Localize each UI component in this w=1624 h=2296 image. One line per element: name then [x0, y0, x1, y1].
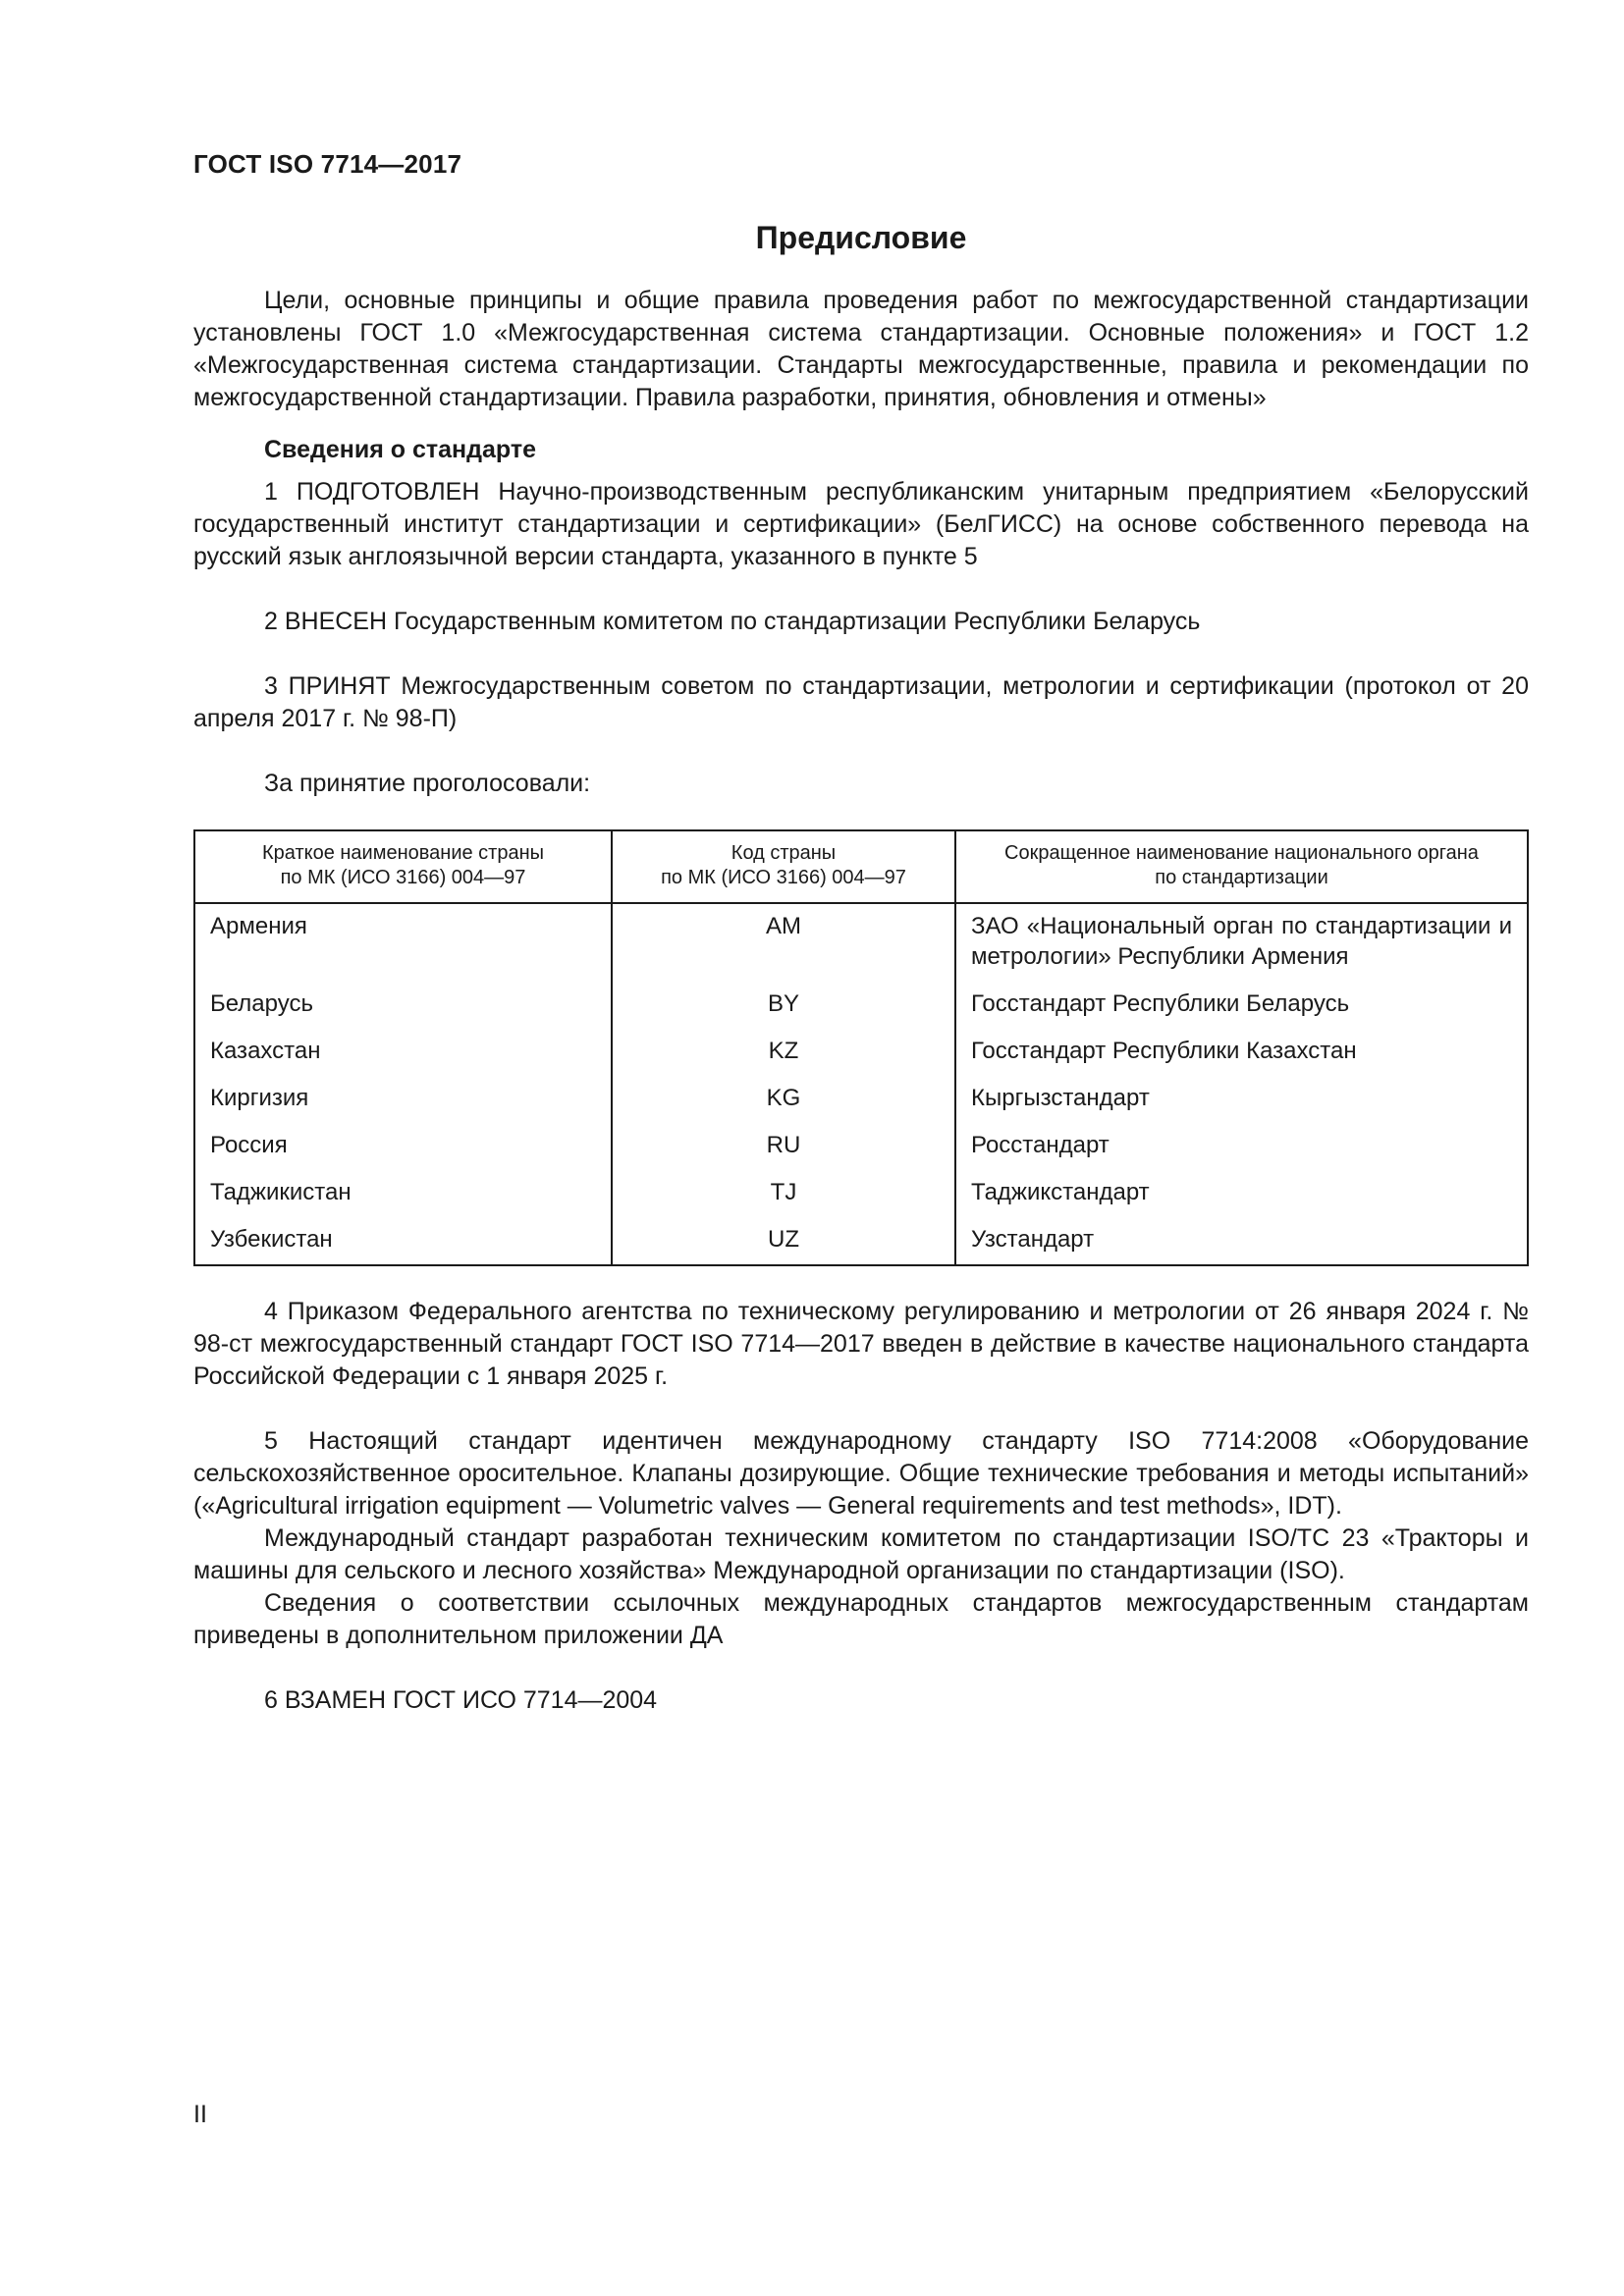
- item-6-paragraph: 6 ВЗАМЕН ГОСТ ИСО 7714—2004: [264, 1686, 658, 1714]
- header-country: Краткое наименование страны по МК (ИСО 3166) 004—97: [194, 830, 612, 903]
- country-cell: Узбекистан: [210, 1226, 333, 1253]
- code-cell: TJ: [612, 1170, 955, 1217]
- item-5-paragraph-3: Сведения о соответствии ссылочных международных стандартов межгосударственным стандартам приведены в дополнительном приложении ДА: [193, 1589, 1529, 1649]
- code-cell: UZ: [612, 1217, 955, 1265]
- code-cell: AM: [612, 903, 955, 982]
- country-cell: Россия: [210, 1132, 288, 1158]
- org-cell: Таджикстандарт: [955, 1170, 1528, 1217]
- org-cell: Росстандарт: [955, 1123, 1528, 1170]
- item-5-paragraph: 5 Настоящий стандарт идентичен международному стандарту ISO 7714:2008 «Оборудование сельскохозяйственное оросительное. Клапаны дозирующие. Общие технические требования и методы испытаний» («Agricultural irrigation equipment — Volumetric valves — General requirements and test methods», IDT).: [193, 1427, 1529, 1520]
- item-3-paragraph: 3 ПРИНЯТ Межгосударственным советом по стандартизации, метрологии и сертификации (протокол от 20 апреля 2017 г. № 98-П): [193, 672, 1529, 732]
- org-cell: Кыргызстандарт: [955, 1076, 1528, 1123]
- table-row: [194, 1029, 1528, 1076]
- table-row: [194, 1170, 1528, 1217]
- table-header-row: [194, 830, 1528, 903]
- table-row: [194, 982, 1528, 1029]
- country-cell: Армения: [210, 913, 307, 939]
- header-org: Сокращенное наименование национального органа по стандартизации: [955, 830, 1528, 903]
- intro-paragraph: Цели, основные принципы и общие правила проведения работ по межгосударственной стандартизации установлены ГОСТ 1.0 «Межгосударственная система стандартизации. Основные положения» и ГОСТ 1.2 «Межгосударственная система стандартизации. Стандарты межгосударственные, правила и рекомендации по межгосударственной стандартизации. Правила разработки, принятия, обновления и отмены»: [193, 287, 1529, 411]
- page-number: II: [193, 2101, 207, 2128]
- org-cell: ЗАО «Национальный орган по стандартизации и метрологии» Республики Армения: [955, 903, 1528, 982]
- code-cell: BY: [612, 982, 955, 1029]
- page-title: Предисловие: [755, 220, 967, 255]
- country-cell: Казахстан: [210, 1038, 321, 1064]
- item-5-paragraph-2: Международный стандарт разработан техническим комитетом по стандартизации ISO/TC 23 «Тракторы и машины для сельского и лесного хозяйства» Международной организации по стандартизации (ISO).: [193, 1524, 1529, 1584]
- country-cell: Беларусь: [210, 990, 313, 1017]
- code-cell: KG: [612, 1076, 955, 1123]
- table-row: [194, 1076, 1528, 1123]
- document-code-header: ГОСТ ISO 7714—2017: [193, 149, 462, 179]
- country-cell: Таджикистан: [210, 1179, 352, 1205]
- code-cell: RU: [612, 1123, 955, 1170]
- org-cell: Госстандарт Республики Беларусь: [955, 982, 1528, 1029]
- table-row: [194, 903, 1528, 982]
- item-2-paragraph: 2 ВНЕСЕН Государственным комитетом по стандартизации Республики Беларусь: [264, 608, 1201, 635]
- table-row: [194, 1217, 1528, 1265]
- section-subheading: Сведения о стандарте: [264, 436, 537, 463]
- item-4-paragraph: 4 Приказом Федерального агентства по техническому регулированию и метрологии от 26 января 2024 г. № 98-ст межгосударственный стандарт ГОСТ ISO 7714—2017 введен в действие в качестве национального стандарта Российской Федерации с 1 января 2025 г.: [193, 1298, 1529, 1390]
- voted-label: За принятие проголосовали:: [264, 770, 591, 797]
- item-1-paragraph: 1 ПОДГОТОВЛЕН Научно-производственным республиканским унитарным предприятием «Белорусский государственный институт стандартизации и сертификации» (БелГИСС) на основе собственного перевода на русский язык англоязычной версии стандарта, указанного в пункте 5: [193, 478, 1529, 570]
- country-cell: Киргизия: [210, 1085, 309, 1111]
- code-cell: KZ: [612, 1029, 955, 1076]
- header-code: Код страны по МК (ИСО 3166) 004—97: [612, 830, 955, 903]
- org-cell: Госстандарт Республики Казахстан: [955, 1029, 1528, 1076]
- table-row: [194, 1123, 1528, 1170]
- org-cell: Узстандарт: [955, 1217, 1528, 1265]
- document-body: [193, 218, 1529, 1717]
- voting-countries-table: [193, 829, 1529, 1266]
